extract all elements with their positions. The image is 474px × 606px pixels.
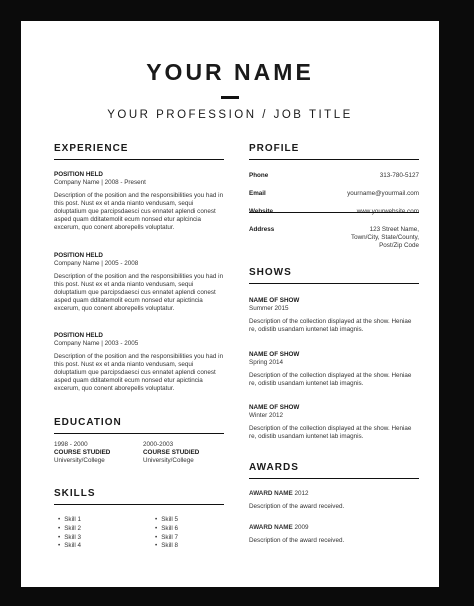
show-season: Winter 2012 bbox=[249, 412, 283, 419]
job-position: POSITION HELD bbox=[54, 252, 103, 259]
show-season: Spring 2014 bbox=[249, 359, 283, 366]
address-line: Town/City, State/County, bbox=[350, 234, 419, 241]
show-item bbox=[249, 351, 419, 388]
award-item bbox=[249, 524, 419, 545]
job-description: Description of the position and the responsibilities you had in this post. Nust ex et anda nianto vendusam, sequi doluptatium que parcipsdaesci cus ennatet aplendi conest asped quam dditatemolit ecum nonsed etur apictincia excerum, quo conent aborepells voluptatur. bbox=[54, 273, 224, 312]
job-description: Description of the position and the responsibilities you had in this post. Nust ex et anda nianto vendusam, sequi doluptatium que parcipsdaesci cus ennatet aplendi conest asped quam dditatemolit ecum nonsed etur aplcincia excerum, quo conent aborepells voluptatur. bbox=[54, 192, 224, 231]
experience-item bbox=[54, 171, 226, 232]
address-line: 123 Street Name, bbox=[369, 226, 419, 233]
education-school: University/College bbox=[54, 457, 105, 464]
phone-label: Phone bbox=[249, 172, 269, 179]
show-description: Description of the collection displayed at the show. Heniae re, odistib usandam iuntenet lab imagnis. bbox=[249, 372, 412, 387]
education-school: University/College bbox=[143, 457, 194, 464]
show-name: NAME OF SHOW bbox=[249, 351, 300, 358]
website-label: Website bbox=[249, 208, 274, 215]
skill-item: • Skill 5 bbox=[155, 516, 178, 525]
job-company: Company Name | 2005 - 2008 bbox=[54, 260, 139, 267]
skill-item: • Skill 7 bbox=[155, 534, 178, 543]
website-value: www.yourwebsite.com bbox=[356, 208, 419, 215]
award-description: Description of the award received. bbox=[249, 537, 345, 544]
education-years: 2000-2003 bbox=[143, 441, 174, 448]
award-name: AWARD NAME bbox=[249, 490, 293, 497]
experience-item bbox=[54, 252, 226, 313]
skills-heading: SKILLS bbox=[54, 488, 224, 505]
job-company: Company Name | 2003 - 2005 bbox=[54, 340, 139, 347]
award-name: AWARD NAME bbox=[249, 524, 293, 531]
address-value bbox=[351, 226, 419, 250]
show-name: NAME OF SHOW bbox=[249, 404, 300, 411]
skill-item: • Skill 4 bbox=[58, 542, 81, 551]
profession-title: YOUR PROFESSION / JOB TITLE bbox=[107, 109, 353, 121]
education-years: 1998 - 2000 bbox=[54, 441, 88, 448]
show-description: Description of the collection displayed at the show. Heniae re, odistib usandam iuntenet lab imagnis. bbox=[249, 318, 412, 333]
skills-list bbox=[155, 516, 178, 551]
show-item bbox=[249, 297, 419, 334]
skills-list bbox=[58, 516, 81, 551]
education-heading: EDUCATION bbox=[54, 417, 224, 434]
skill-item: • Skill 1 bbox=[58, 516, 81, 525]
address-line: Post/Zip Code bbox=[379, 242, 419, 249]
skill-item: • Skill 6 bbox=[155, 525, 178, 534]
skill-item: • Skill 2 bbox=[58, 525, 81, 534]
resume-page bbox=[21, 21, 439, 587]
show-season: Summer 2015 bbox=[249, 305, 289, 312]
education-entry bbox=[143, 441, 233, 465]
award-year: 2009 bbox=[294, 524, 309, 531]
job-position: POSITION HELD bbox=[54, 332, 103, 339]
email-label: Email bbox=[249, 190, 266, 197]
awards-heading: AWARDS bbox=[249, 462, 419, 479]
skill-item: • Skill 3 bbox=[58, 534, 81, 543]
job-company: Company Name | 2008 - Present bbox=[54, 179, 146, 186]
shows-heading: SHOWS bbox=[249, 267, 419, 284]
award-description: Description of the award received. bbox=[249, 503, 345, 510]
profile-heading: PROFILE bbox=[249, 143, 419, 160]
phone-value: 313-780-5127 bbox=[379, 172, 419, 179]
job-description: Description of the position and the responsibilities you had in this post. Nust ex et anda nianto vendusam, sequi doluptatium que parcipsdaesci cus ennatet aplendi conest asped quam dditatemolit ecum nonsed etur apictincia excerum, quo conent aborepells voluptatur. bbox=[54, 353, 224, 392]
profile-address-row bbox=[249, 226, 419, 252]
experience-item bbox=[54, 332, 226, 393]
email-value: yourname@yourmail.com bbox=[347, 190, 419, 197]
show-item bbox=[249, 404, 419, 441]
name-divider bbox=[221, 96, 239, 99]
profile-divider bbox=[249, 212, 419, 213]
skill-item: • Skill 8 bbox=[155, 542, 178, 551]
show-name: NAME OF SHOW bbox=[249, 297, 300, 304]
resume-name: YOUR NAME bbox=[146, 59, 314, 85]
show-description: Description of the collection displayed at the show. Heniae re, odistib usandam iuntenet lab imagnis. bbox=[249, 425, 412, 440]
job-position: POSITION HELD bbox=[54, 171, 103, 178]
award-year: 2012 bbox=[294, 490, 309, 497]
award-item bbox=[249, 490, 419, 511]
experience-heading: EXPERIENCE bbox=[54, 143, 224, 160]
education-course: COURSE STUDIED bbox=[143, 449, 200, 456]
education-entry bbox=[54, 441, 144, 465]
address-label: Address bbox=[249, 226, 275, 233]
education-course: COURSE STUDIED bbox=[54, 449, 111, 456]
